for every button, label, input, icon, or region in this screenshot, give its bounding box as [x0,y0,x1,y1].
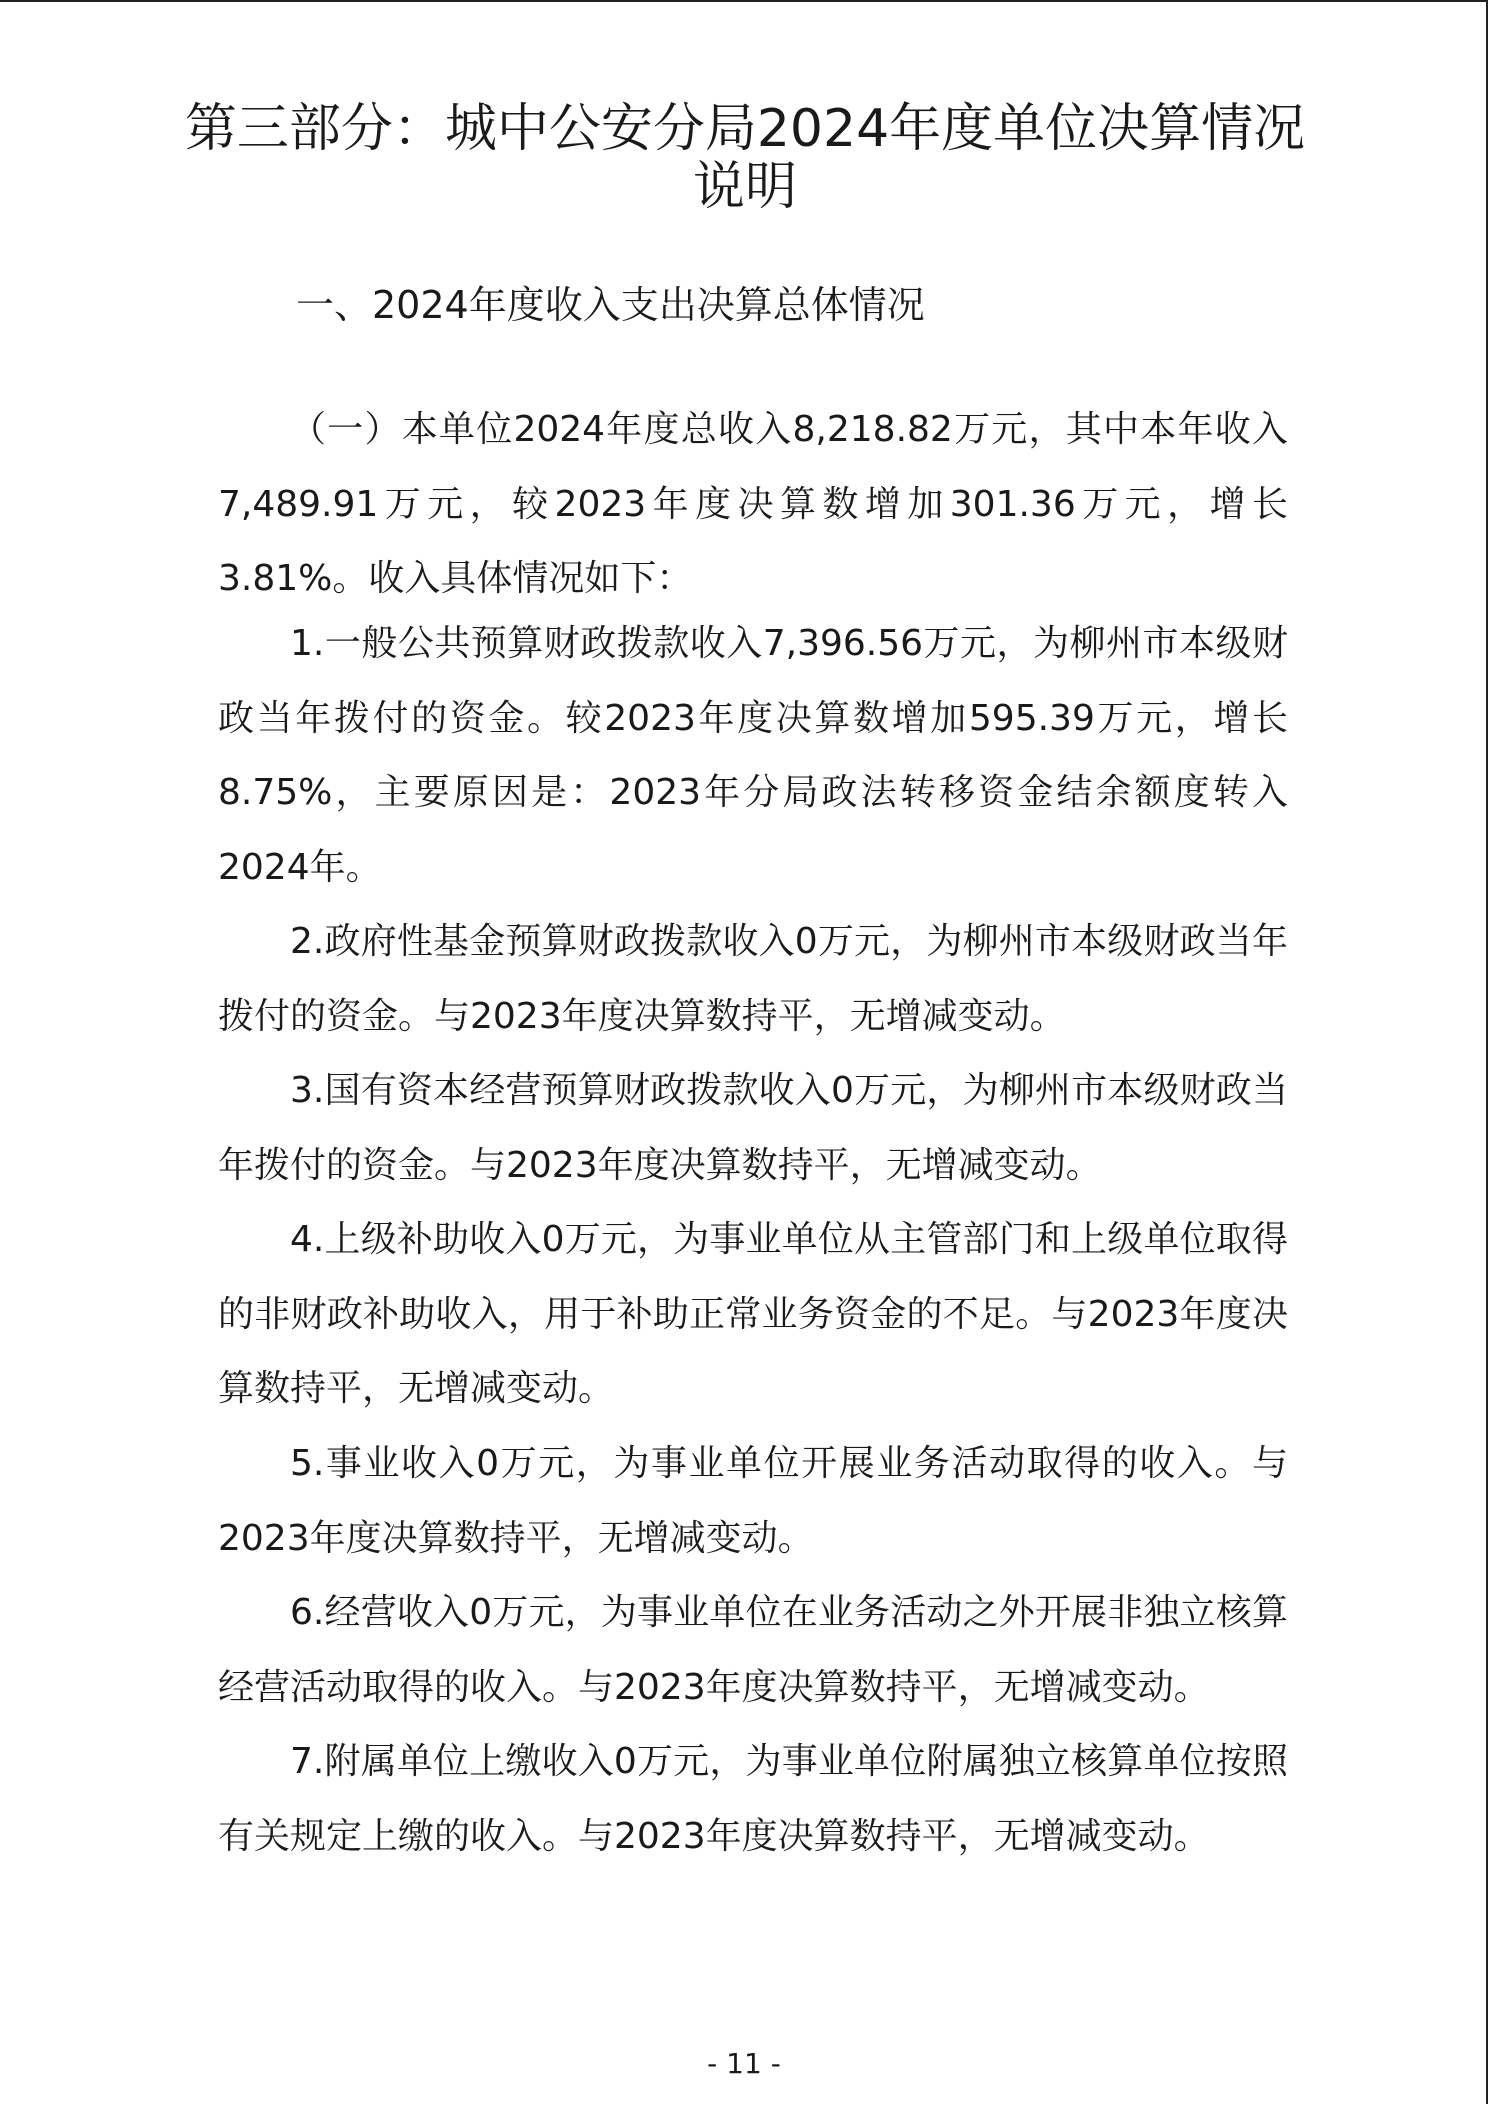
paragraph-affiliated-income: 7.附属单位上缴收入0万元，为事业单位附属独立核算单位按照有关规定上缴的收入。与2023年度决算数持平，无增减变动。 [218,1741,1288,1857]
paragraph-total-income: （一）本单位2024年度总收入8,218.82万元，其中本年收入7,489.91万元，较2023年度决算数增加301.36万元，增长3.81%。收入具体情况如下： [218,409,1288,599]
document-title: 第三部分：城中公安分局2024年度单位决算情况说明 [184,99,1306,217]
paragraph-operating-income: 6.经营收入0万元，为事业单位在业务活动之外开展非独立核算经营活动取得的收入。与2023年度决算数持平，无增减变动。 [218,1592,1288,1708]
paragraph-business-income: 5.事业收入0万元，为事业单位开展业务活动取得的收入。与2023年度决算数持平，无增减变动。 [218,1443,1288,1559]
page-number: - 11 - [707,2047,781,2080]
paragraph-state-capital: 3.国有资本经营预算财政拨款收入0万元，为柳州市本级财政当年拨付的资金。与2023年度决算数持平，无增减变动。 [218,1070,1288,1186]
section-heading: 一、2024年度收入支出决算总体情况 [296,283,925,327]
paragraph-government-fund: 2.政府性基金预算财政拨款收入0万元，为柳州市本级财政当年拨付的资金。与2023年度决算数持平，无增减变动。 [218,921,1288,1037]
paragraph-general-budget: 1.一般公共预算财政拨款收入7,396.56万元，为柳州市本级财政当年拨付的资金。较2023年度决算数增加595.39万元，增长8.75%，主要原因是：2023年分局政法转移资金结余额度转入2024年。 [218,623,1288,888]
paragraph-superior-subsidy: 4.上级补助收入0万元，为事业单位从主管部门和上级单位取得的非财政补助收入，用于补助正常业务资金的不足。与2023年度决算数持平，无增减变动。 [218,1219,1288,1409]
page-border-top [0,0,1488,2]
